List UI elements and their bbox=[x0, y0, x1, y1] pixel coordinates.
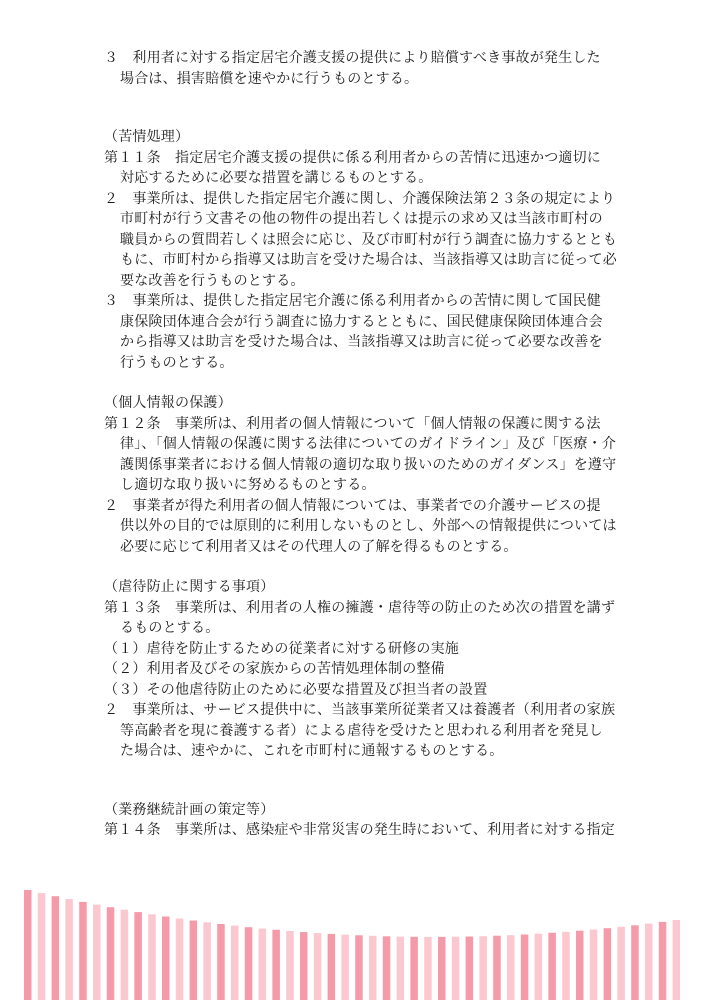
decorative-stripe bbox=[300, 932, 308, 1000]
decorative-stripe bbox=[162, 917, 170, 1000]
paragraph-line: ２ 事業者が得た利用者の個人情報については、事業者での介護サービスの提 bbox=[104, 497, 601, 514]
decorative-stripe bbox=[397, 937, 405, 1000]
decorative-stripe bbox=[79, 902, 87, 1000]
decorative-stripe bbox=[659, 922, 667, 1000]
decorative-stripe bbox=[452, 937, 460, 1000]
decorative-stripe bbox=[286, 931, 294, 1000]
decorative-stripe bbox=[535, 934, 543, 1000]
paragraph-line: 行うものとする。 bbox=[120, 354, 234, 371]
paragraph-line: し適切な取り扱いに努めるものとする。 bbox=[120, 477, 376, 493]
paragraph-line: 護関係事業者における個人情報の適切な取り扱いのためのガイダンス」を遵守 bbox=[120, 456, 617, 473]
decorative-stripe bbox=[631, 925, 639, 1000]
decorative-stripe bbox=[217, 924, 225, 1000]
paragraph-line: 第１１条 指定居宅介護支援の提供に係る利用者からの苦情に迅速かつ適切に bbox=[104, 149, 601, 166]
decorative-stripe bbox=[604, 928, 612, 1000]
paragraph-line: ２ 事業所は、提供した指定居宅介護に関し、介護保険法第２３条の規定により bbox=[104, 190, 616, 207]
paragraph-line: ２ 事業所は、サービス提供中に、当該事業所従業者又は養護者（利用者の家族 bbox=[104, 702, 616, 718]
decorative-stripe bbox=[93, 905, 101, 1000]
list-item: （２）利用者及びその家族からの苦情処理体制の整備 bbox=[104, 661, 445, 677]
list-item: （１）虐待を防止するための従業者に対する研修の実施 bbox=[104, 640, 459, 657]
section-heading: （業務継続計画の策定等） bbox=[104, 801, 275, 818]
paragraph-line: もに、市町村から指導又は助言を受けた場合は、当該指導又は助言に従って必 bbox=[120, 252, 617, 268]
paragraph-line: 市町村が行う文書その他の物件の提出若しくは提示の求め又は当該市町村の bbox=[120, 211, 603, 227]
decorative-stripe bbox=[521, 935, 529, 1000]
pink-stripe-decoration bbox=[0, 870, 707, 1000]
decorative-stripe bbox=[134, 912, 142, 1000]
decorative-stripe bbox=[479, 936, 487, 1000]
paragraph-line: から指導又は助言を受けた場合は、当該指導又は助言に従って必要な改善を bbox=[120, 334, 603, 350]
decorative-stripe bbox=[121, 910, 129, 1000]
section-heading: （虐待防止に関する事項） bbox=[104, 579, 275, 595]
decorative-stripe bbox=[617, 927, 625, 1000]
decorative-stripe bbox=[176, 919, 184, 1000]
decorative-stripe bbox=[424, 937, 432, 1000]
decorative-stripe bbox=[410, 937, 418, 1000]
paragraph-line: 要な改善を行うものとする。 bbox=[120, 272, 305, 289]
decorative-stripe bbox=[355, 935, 363, 1000]
paragraph-line: 康保険団体連合会が行う調査に協力するとともに、国民健康保険団体連合会 bbox=[120, 313, 603, 330]
paragraph-line: 第１３条 事業所は、利用者の人権の擁護・虐待等の防止のため次の措置を講ず bbox=[104, 599, 616, 616]
section-heading: （苦情処理） bbox=[104, 129, 190, 145]
paragraph-line: 供以外の目的では原則的に利用しないものとし、外部への情報提供については bbox=[120, 518, 617, 534]
decorative-stripe bbox=[190, 921, 198, 1000]
decorative-stripe bbox=[548, 933, 556, 1000]
decorative-stripe bbox=[245, 927, 253, 1000]
decorative-stripe bbox=[107, 907, 115, 1000]
decorative-stripe bbox=[673, 920, 681, 1000]
decorative-stripe bbox=[38, 893, 46, 1000]
decorative-stripe bbox=[383, 936, 391, 1000]
decorative-stripe bbox=[259, 929, 267, 1000]
decorative-stripe bbox=[52, 896, 60, 1000]
paragraph-line: 必要に応じて利用者又はその代理人の了解を得るものとする。 bbox=[120, 538, 518, 555]
decorative-stripe bbox=[328, 934, 336, 1000]
paragraph-line: ３ 利用者に対する指定居宅介護支援の提供により賠償すべき事故が発生した bbox=[104, 50, 601, 66]
paragraph-line: 第１４条 事業所は、感染症や非常災害の発生時において、利用者に対する指定 bbox=[104, 822, 615, 838]
decorative-stripe bbox=[369, 936, 377, 1000]
paragraph-line: 場合は、損害賠償を速やかに行うものとする。 bbox=[120, 70, 419, 87]
decorative-stripe bbox=[507, 935, 515, 1000]
section-heading: （個人情報の保護） bbox=[104, 395, 232, 411]
decorative-stripe bbox=[438, 937, 446, 1000]
decorative-stripe bbox=[65, 899, 73, 1000]
decorative-stripe bbox=[24, 890, 32, 1000]
decorative-stripe bbox=[466, 937, 474, 1000]
decorative-stripe bbox=[493, 936, 501, 1000]
decorative-stripe bbox=[562, 932, 570, 1000]
decorative-stripe bbox=[272, 930, 280, 1000]
decorative-stripe bbox=[203, 922, 211, 1000]
paragraph-line: た場合は、速やかに、これを市町村に通報するものとする。 bbox=[120, 743, 504, 759]
decorative-stripe bbox=[576, 931, 584, 1000]
decorative-stripe bbox=[590, 930, 598, 1000]
list-item: （３）その他虐待防止のために必要な措置及び担当者の設置 bbox=[104, 681, 488, 698]
decorative-stripe bbox=[645, 924, 653, 1000]
paragraph-line: 等高齢者を現に養護する者）による虐待を受けたと思われる利用者を発見し bbox=[120, 722, 603, 739]
paragraph-line: ３ 事業所は、提供した指定居宅介護に係る利用者からの苦情に関して国民健 bbox=[104, 293, 601, 309]
decorative-stripe bbox=[231, 926, 239, 1000]
paragraph-line: 第１２条 事業所は、利用者の個人情報について「個人情報の保護に関する法 bbox=[104, 415, 601, 432]
decorative-stripe bbox=[341, 935, 349, 1000]
decorative-stripe bbox=[314, 933, 322, 1000]
paragraph-line: 職員からの質問若しくは照会に応じ、及び市町村が行う調査に協力するととも bbox=[120, 231, 617, 248]
paragraph-line: 対応するために必要な措置を講じるものとする。 bbox=[120, 170, 433, 186]
paragraph-line: 律」、「個人情報の保護に関する法律についてのガイドライン」及び「医療・介 bbox=[120, 436, 617, 452]
decorative-stripe bbox=[148, 914, 156, 1000]
paragraph-line: るものとする。 bbox=[120, 620, 220, 636]
